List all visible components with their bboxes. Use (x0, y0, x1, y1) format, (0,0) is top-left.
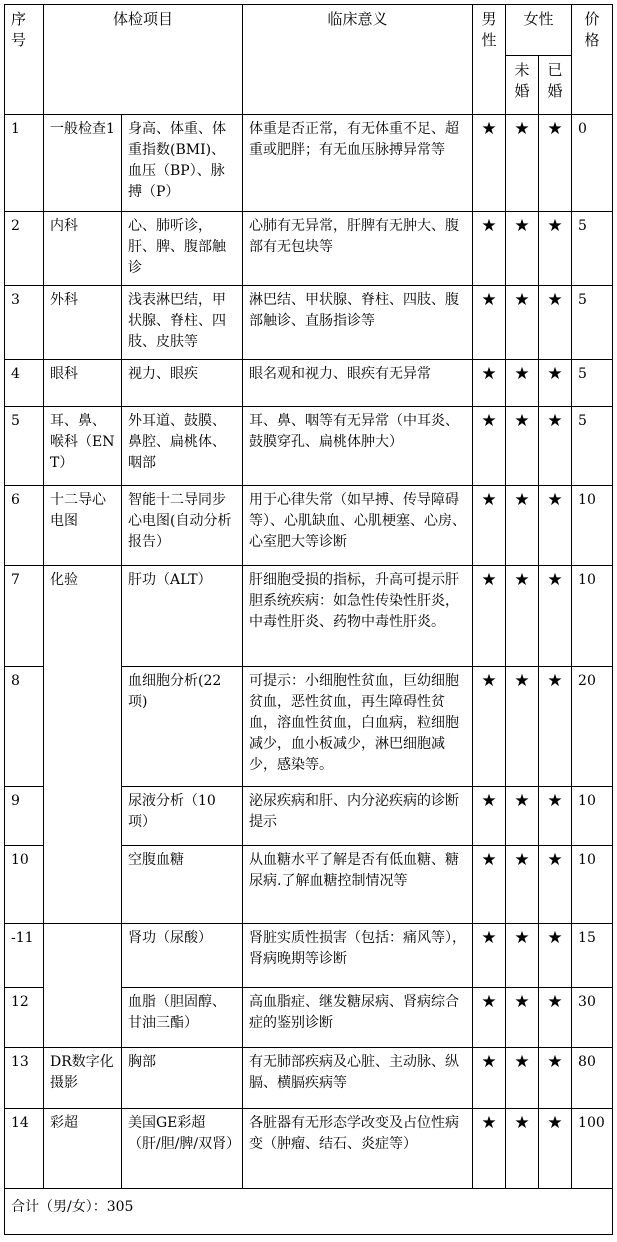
row-price: 80 (572, 1048, 613, 1109)
row-meaning: 高血脂症、继发糖尿病、肾病综合症的鉴别诊断 (243, 988, 473, 1048)
star-icon: ★ (506, 1109, 539, 1189)
star-icon: ★ (506, 787, 539, 846)
row-price: 100 (572, 1109, 613, 1189)
table-row (5, 787, 613, 846)
row-price: 10 (572, 787, 613, 846)
row-price: 5 (572, 286, 613, 360)
row-seq: 12 (5, 988, 44, 1048)
row-seq: 1 (5, 115, 44, 212)
row-seq: 3 (5, 286, 44, 360)
row-meaning: 有无肺部疾病及心脏、主动脉、纵膈、横膈疾病等 (243, 1048, 473, 1109)
row-meaning: 可提示：小细胞性贫血，巨幼细胞贫血，恶性贫血，再生障碍性贫血，溶血性贫血，白血病，粒细胞减少，血小板减少，淋巴细胞减少，感染等。 (243, 667, 473, 787)
row-price: 5 (572, 407, 613, 486)
star-icon: ★ (506, 988, 539, 1048)
table-row (5, 846, 613, 924)
row-category (44, 787, 122, 846)
header-seq: 序号 (5, 5, 44, 115)
row-category: 彩超 (44, 1109, 122, 1189)
row-category: 眼科 (44, 360, 122, 407)
star-icon: ★ (473, 667, 506, 787)
row-item: 胸部 (122, 1048, 243, 1109)
row-item: 视力、眼疾 (122, 360, 243, 407)
total-row (5, 1189, 613, 1235)
star-icon: ★ (539, 407, 572, 486)
row-category: 一般检查1 (44, 115, 122, 212)
checkup-table (4, 4, 613, 1235)
row-meaning: 泌尿疾病和肝、内分泌疾病的诊断提示 (243, 787, 473, 846)
table-row (5, 360, 613, 407)
star-icon: ★ (506, 566, 539, 667)
row-meaning: 从血糖水平了解是否有低血糖、糖尿病.了解血糖控制情况等 (243, 846, 473, 924)
star-icon: ★ (473, 286, 506, 360)
star-icon: ★ (473, 846, 506, 924)
row-category (44, 846, 122, 924)
star-icon: ★ (539, 924, 572, 988)
table-row (5, 486, 613, 566)
star-icon: ★ (473, 924, 506, 988)
star-icon: ★ (539, 1109, 572, 1189)
row-item: 身高、体重、体重指数(BMI)、血压（BP）、脉搏（P） (122, 115, 243, 212)
row-price: 20 (572, 667, 613, 787)
row-seq: 7 (5, 566, 44, 667)
star-icon: ★ (473, 115, 506, 212)
row-category (44, 924, 122, 988)
star-icon: ★ (506, 667, 539, 787)
star-icon: ★ (506, 486, 539, 566)
table-row (5, 566, 613, 667)
star-icon: ★ (473, 566, 506, 667)
star-icon: ★ (539, 667, 572, 787)
row-seq: -11 (5, 924, 44, 988)
row-category: 十二导心电图 (44, 486, 122, 566)
row-price: 10 (572, 846, 613, 924)
row-seq: 8 (5, 667, 44, 787)
row-item: 尿液分析（10项） (122, 787, 243, 846)
star-icon: ★ (506, 846, 539, 924)
row-meaning: 肾脏实质性损害（包括：痛风等），肾病晚期等诊断 (243, 924, 473, 988)
row-item: 浅表淋巴结，甲状腺、脊柱、四肢、皮肤等 (122, 286, 243, 360)
row-meaning: 肝细胞受损的指标，升高可提示肝胆系统疾病：如急性传染性肝炎，中毒性肝炎、药物中毒性肝炎。 (243, 566, 473, 667)
star-icon: ★ (539, 846, 572, 924)
star-icon: ★ (473, 787, 506, 846)
table-row (5, 1109, 613, 1189)
table-row (5, 924, 613, 988)
header-male: 男性 (473, 5, 506, 115)
star-icon: ★ (506, 924, 539, 988)
row-price: 10 (572, 486, 613, 566)
star-icon: ★ (539, 360, 572, 407)
row-item: 空腹血糖 (122, 846, 243, 924)
row-seq: 10 (5, 846, 44, 924)
row-seq: 9 (5, 787, 44, 846)
row-meaning: 用于心律失常（如早搏、传导障碍等）、心肌缺血、心肌梗塞、心房、心室肥大等诊断 (243, 486, 473, 566)
row-item: 血细胞分析(22项) (122, 667, 243, 787)
header-price: 价格 (572, 5, 613, 115)
table-row (5, 1048, 613, 1109)
star-icon: ★ (539, 988, 572, 1048)
row-category: 耳、鼻、喉科（ENT） (44, 407, 122, 486)
header-female: 女性 (506, 5, 572, 56)
row-seq: 6 (5, 486, 44, 566)
row-item: 心、肺听诊，肝、脾、腹部触诊 (122, 212, 243, 286)
star-icon: ★ (473, 486, 506, 566)
header-married: 已婚 (539, 56, 572, 115)
row-category: 外科 (44, 286, 122, 360)
star-icon: ★ (506, 360, 539, 407)
row-meaning: 各脏器有无形态学改变及占位性病变（肿瘤、结石、炎症等） (243, 1109, 473, 1189)
row-seq: 2 (5, 212, 44, 286)
row-meaning: 眼名观和视力、眼疾有无异常 (243, 360, 473, 407)
row-category: 化验 (44, 566, 122, 667)
star-icon: ★ (539, 787, 572, 846)
row-price: 30 (572, 988, 613, 1048)
header-item: 体检项目 (44, 5, 243, 115)
star-icon: ★ (473, 212, 506, 286)
star-icon: ★ (473, 1109, 506, 1189)
row-item: 智能十二导同步心电图(自动分析报告） (122, 486, 243, 566)
row-price: 0 (572, 115, 613, 212)
row-category: DR数字化摄影 (44, 1048, 122, 1109)
row-seq: 13 (5, 1048, 44, 1109)
row-category: 内科 (44, 212, 122, 286)
star-icon: ★ (506, 115, 539, 212)
table-row (5, 115, 613, 212)
star-icon: ★ (473, 988, 506, 1048)
row-seq: 14 (5, 1109, 44, 1189)
row-meaning: 体重是否正常，有无体重不足、超重或肥胖；有无血压脉搏异常等 (243, 115, 473, 212)
row-item: 血脂（胆固醇、甘油三酯） (122, 988, 243, 1048)
star-icon: ★ (473, 1048, 506, 1109)
row-price: 10 (572, 566, 613, 667)
row-item: 肝功（ALT） (122, 566, 243, 667)
star-icon: ★ (539, 286, 572, 360)
star-icon: ★ (506, 286, 539, 360)
star-icon: ★ (539, 486, 572, 566)
row-meaning: 心肺有无异常，肝脾有无肿大、腹部有无包块等 (243, 212, 473, 286)
row-category (44, 667, 122, 787)
row-seq: 5 (5, 407, 44, 486)
row-price: 5 (572, 360, 613, 407)
table-row (5, 212, 613, 286)
table-row (5, 667, 613, 787)
row-seq: 4 (5, 360, 44, 407)
row-item: 肾功（尿酸） (122, 924, 243, 988)
row-meaning: 耳、鼻、咽等有无异常（中耳炎、鼓膜穿孔、扁桃体肿大） (243, 407, 473, 486)
table-row (5, 407, 613, 486)
star-icon: ★ (506, 212, 539, 286)
table-row (5, 286, 613, 360)
header-unmarried: 未婚 (506, 56, 539, 115)
header-meaning: 临床意义 (243, 5, 473, 115)
star-icon: ★ (473, 360, 506, 407)
star-icon: ★ (539, 1048, 572, 1109)
row-category (44, 988, 122, 1048)
star-icon: ★ (506, 407, 539, 486)
star-icon: ★ (539, 566, 572, 667)
row-price: 15 (572, 924, 613, 988)
star-icon: ★ (506, 1048, 539, 1109)
star-icon: ★ (539, 212, 572, 286)
total-label: 合计（男/女）：305 (5, 1189, 613, 1235)
table-row (5, 988, 613, 1048)
star-icon: ★ (473, 407, 506, 486)
row-price: 5 (572, 212, 613, 286)
row-meaning: 淋巴结、甲状腺、脊柱、四肢、腹部触诊、直肠指诊等 (243, 286, 473, 360)
row-item: 外耳道、鼓膜、鼻腔、扁桃体、咽部 (122, 407, 243, 486)
row-item: 美国GE彩超（肝/胆/脾/双肾） (122, 1109, 243, 1189)
star-icon: ★ (539, 115, 572, 212)
